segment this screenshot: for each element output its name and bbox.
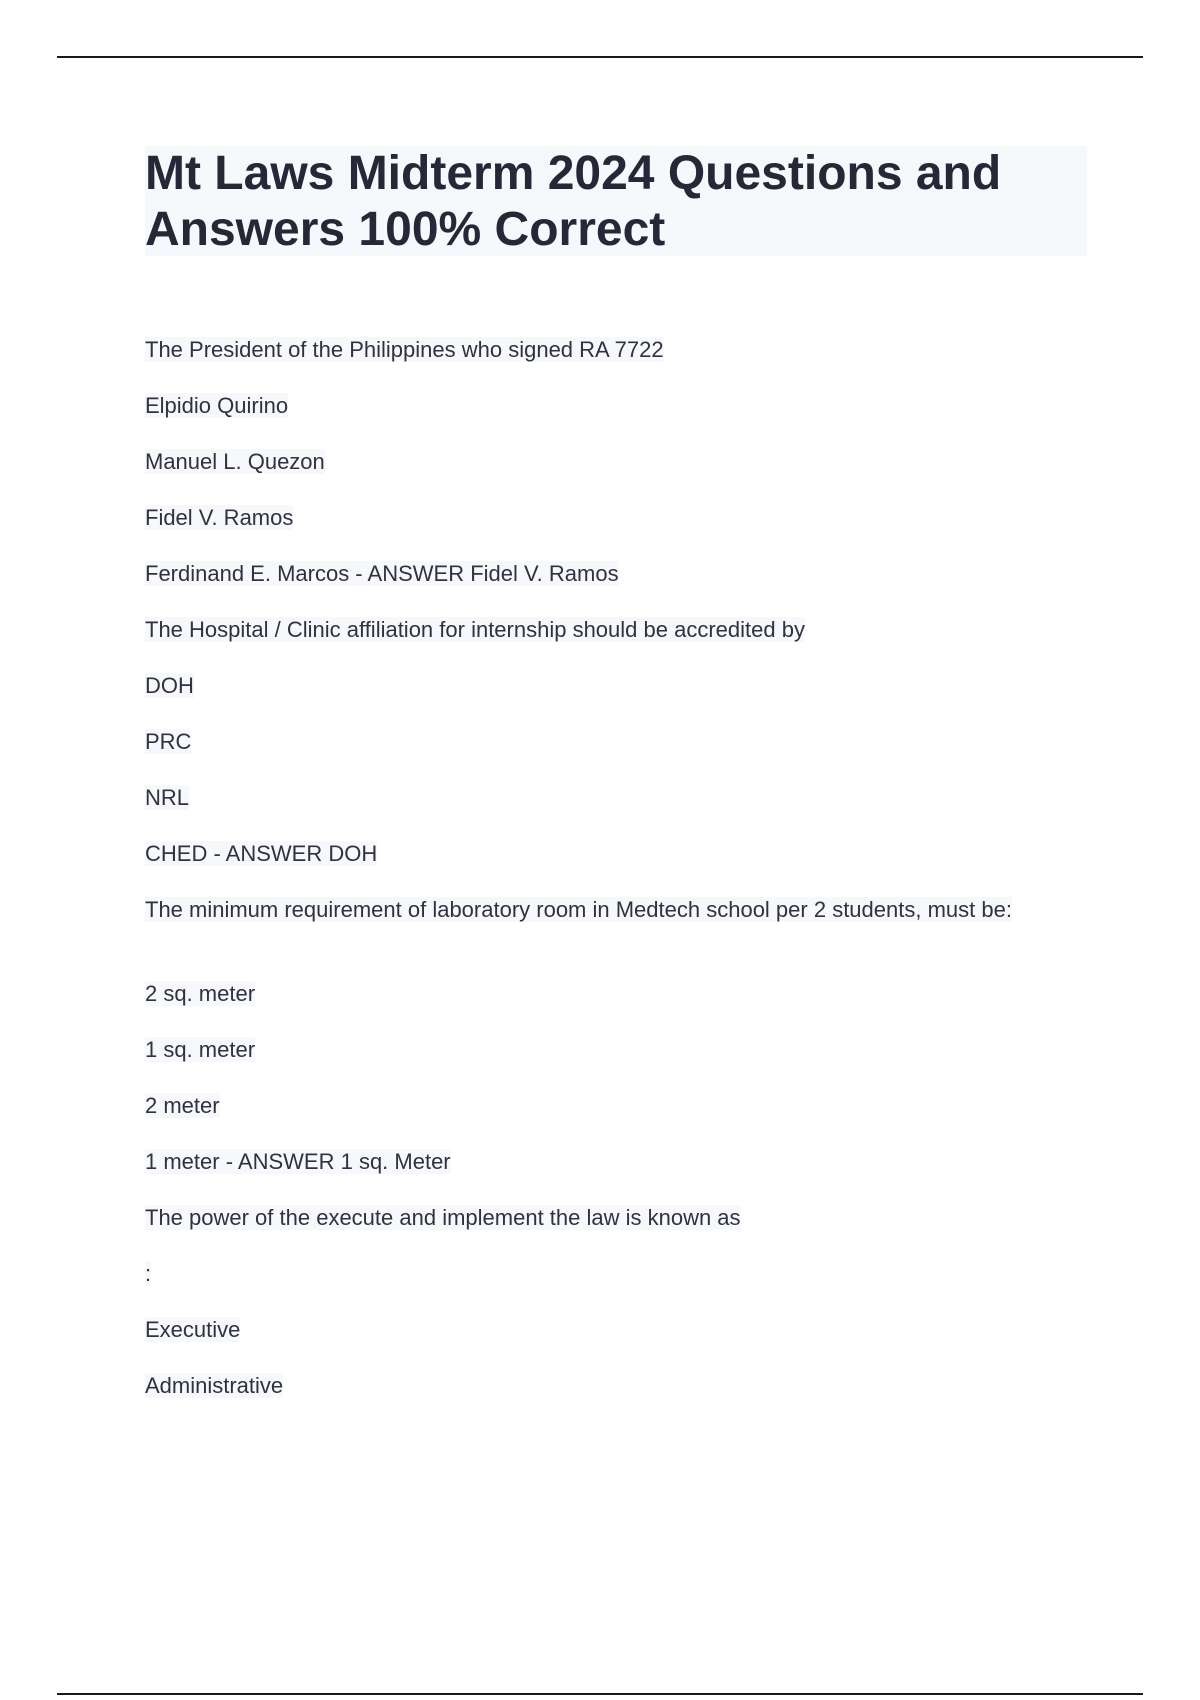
answer-line: 1 meter - ANSWER 1 sq. Meter (145, 1149, 451, 1174)
option-line: NRL (145, 785, 190, 810)
top-rule (57, 56, 1143, 58)
question-line: The power of the execute and implement the law is known as (145, 1205, 741, 1230)
option-line: Administrative (145, 1373, 284, 1398)
question-list (145, 336, 1095, 1428)
question-line: The President of the Philippines who signed RA 7722 (145, 337, 664, 362)
option-line: 2 meter (145, 1093, 220, 1118)
title-block (145, 146, 1087, 256)
option-line: Manuel L. Quezon (145, 449, 325, 474)
option-line: 1 sq. meter (145, 1037, 256, 1062)
option-line: PRC (145, 729, 192, 754)
document-title: Mt Laws Midterm 2024 Questions and Answers 100% Correct (145, 147, 1002, 256)
option-line: Elpidio Quirino (145, 393, 289, 418)
question-line: The Hospital / Clinic affiliation for internship should be accredited by (145, 617, 805, 642)
option-line: DOH (145, 673, 194, 698)
answer-line: CHED - ANSWER DOH (145, 841, 378, 866)
bottom-rule (57, 1693, 1143, 1695)
option-line: Executive (145, 1317, 241, 1342)
option-line: 2 sq. meter (145, 981, 256, 1006)
question-line: The minimum requirement of laboratory room in Medtech school per 2 students, must be: (145, 897, 1012, 922)
option-line: : (145, 1261, 152, 1286)
answer-line: Ferdinand E. Marcos - ANSWER Fidel V. Ramos (145, 561, 619, 586)
option-line: Fidel V. Ramos (145, 505, 294, 530)
